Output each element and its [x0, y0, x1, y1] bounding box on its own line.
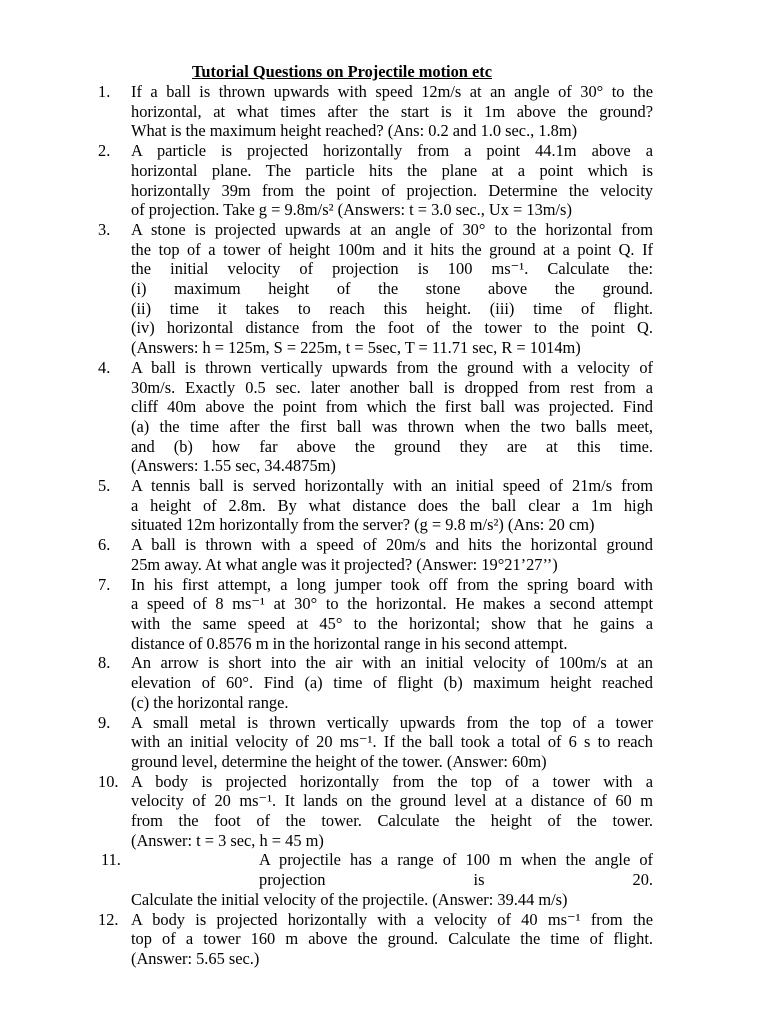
question-line: (c) the horizontal range. — [131, 692, 289, 712]
question-line: A small metal is thrown vertically upwards from the top of a tower — [131, 712, 653, 732]
question-number: 7. — [98, 574, 111, 594]
question-line: An arrow is short into the air with an initial velocity of 100m/s at an — [131, 653, 653, 673]
question-number: 2. — [98, 141, 111, 161]
question-line: A body is projected horizontally from the top of a tower with a — [131, 771, 653, 791]
question-text — [131, 476, 653, 535]
question-line: A ball is thrown with a speed of 20m/s and hits the horizontal ground — [131, 535, 653, 555]
question-text — [131, 141, 653, 220]
question-item — [0, 772, 768, 851]
question-line: (Answer: 5.65 sec.) — [131, 948, 260, 968]
question-line: a height of 2.8m. By what distance does the ball clear a 1m high — [131, 495, 653, 515]
question-number: 10. — [98, 771, 119, 791]
question-line: top of a tower 160 m above the ground. Calculate the time of flight. — [131, 929, 653, 949]
question-line: of projection. Take g = 9.8m/s² (Answers: t = 3.0 sec., Ux = 13m/s) — [131, 200, 572, 220]
question-line: horizontal plane. The particle hits the plane at a point which is — [131, 160, 653, 180]
question-item — [0, 910, 768, 969]
question-line: A particle is projected horizontally from a point 44.1m above a — [131, 141, 653, 161]
question-item — [0, 713, 768, 772]
question-item — [0, 82, 768, 141]
question-item — [0, 850, 768, 909]
question-text — [131, 713, 653, 772]
question-line: (iv) horizontal distance from the foot of the tower to the point Q. — [131, 318, 653, 338]
question-number: 8. — [98, 653, 111, 673]
question-line: 30m/s. Exactly 0.5 sec. later another ball is dropped from rest from a — [131, 377, 653, 397]
question-line: horizontal, at what times after the start is it 1m above the ground? — [131, 101, 653, 121]
question-item — [0, 358, 768, 476]
question-line: A tennis ball is served horizontally with an initial speed of 21m/s from — [131, 476, 653, 496]
question-line: (ii) time it takes to reach this height. (iii) time of flight. — [131, 298, 653, 318]
question-line: A ball is thrown vertically upwards from the ground with a velocity of — [131, 357, 653, 377]
question-line: (a) the time after the first ball was thrown when the two balls meet, — [131, 416, 653, 436]
question-number: 4. — [98, 357, 111, 377]
question-number: 3. — [98, 219, 111, 239]
question-line: A stone is projected upwards at an angle of 30° to the horizontal from — [131, 219, 653, 239]
question-number: 9. — [98, 712, 111, 732]
page-title: Tutorial Questions on Projectile motion etc — [192, 62, 493, 81]
question-line: If a ball is thrown upwards with speed 12m/s at an angle of 30° to the — [131, 82, 653, 101]
question-line: (Answer: t = 3 sec, h = 45 m) — [131, 830, 324, 850]
question-line: A projectile has a range of 100 m when the angle of projection is 20. — [259, 850, 653, 890]
question-line: distance of 0.8576 m in the horizontal range in his second attempt. — [131, 633, 568, 653]
question-line: with an initial velocity of 20 ms⁻¹. If the ball took a total of 6 s to reach — [131, 732, 653, 752]
question-item — [0, 476, 768, 535]
question-line: A body is projected horizontally with a velocity of 40 ms⁻¹ from the — [131, 909, 653, 929]
question-text — [131, 575, 653, 654]
question-text — [131, 910, 653, 969]
question-line: velocity of 20 ms⁻¹. It lands on the ground level at a distance of 60 m — [131, 791, 653, 811]
question-text — [131, 850, 653, 909]
question-number: 5. — [98, 476, 111, 496]
question-item — [0, 653, 768, 712]
question-line: with the same speed at 45° to the horizontal; show that he gains a — [131, 613, 653, 633]
question-line: from the foot of the tower. Calculate the height of the tower. — [131, 811, 653, 831]
question-text — [131, 653, 653, 712]
question-text — [131, 535, 653, 574]
question-line: (Answers: h = 125m, S = 225m, t = 5sec, T = 11.71 sec, R = 1014m) — [131, 338, 581, 358]
question-item — [0, 575, 768, 654]
question-line: Calculate the initial velocity of the projectile. (Answer: 39.44 m/s) — [131, 889, 568, 909]
question-text — [131, 358, 653, 476]
question-text — [131, 82, 653, 141]
question-number: 12. — [98, 909, 119, 929]
question-line: (i) maximum height of the stone above the ground. — [131, 279, 653, 299]
question-line: a speed of 8 ms⁻¹ at 30° to the horizontal. He makes a second attempt — [131, 594, 653, 614]
question-item — [0, 141, 768, 220]
question-line: 25m away. At what angle was it projected? (Answer: 19°21’27’’) — [131, 554, 558, 574]
question-line: the initial velocity of projection is 100 ms⁻¹. Calculate the: — [131, 259, 653, 279]
question-list — [0, 82, 768, 969]
question-line: In his first attempt, a long jumper took off from the spring board with — [131, 574, 653, 594]
question-line: ground level, determine the height of the tower. (Answer: 60m) — [131, 751, 547, 771]
question-line: What is the maximum height reached? (Ans: 0.2 and 1.0 sec., 1.8m) — [131, 121, 578, 141]
question-line: the top of a tower of height 100m and it hits the ground at a point Q. If — [131, 239, 653, 259]
question-line: cliff 40m above the point from which the first ball was projected. Find — [131, 397, 653, 417]
question-line: and (b) how far above the ground they are at this time. — [131, 436, 653, 456]
question-line: horizontally 39m from the point of projection. Determine the velocity — [131, 180, 653, 200]
question-item — [0, 535, 768, 574]
question-line: situated 12m horizontally from the server? (g = 9.8 m/s²) (Ans: 20 cm) — [131, 515, 595, 535]
question-line: elevation of 60°. Find (a) time of flight (b) maximum height reached — [131, 673, 653, 693]
question-item — [0, 220, 768, 358]
question-number: 11. — [101, 850, 121, 870]
question-line: (Answers: 1.55 sec, 34.4875m) — [131, 456, 336, 476]
question-text — [131, 220, 653, 358]
question-number: 1. — [98, 82, 111, 101]
question-text — [131, 772, 653, 851]
question-number: 6. — [98, 535, 111, 555]
